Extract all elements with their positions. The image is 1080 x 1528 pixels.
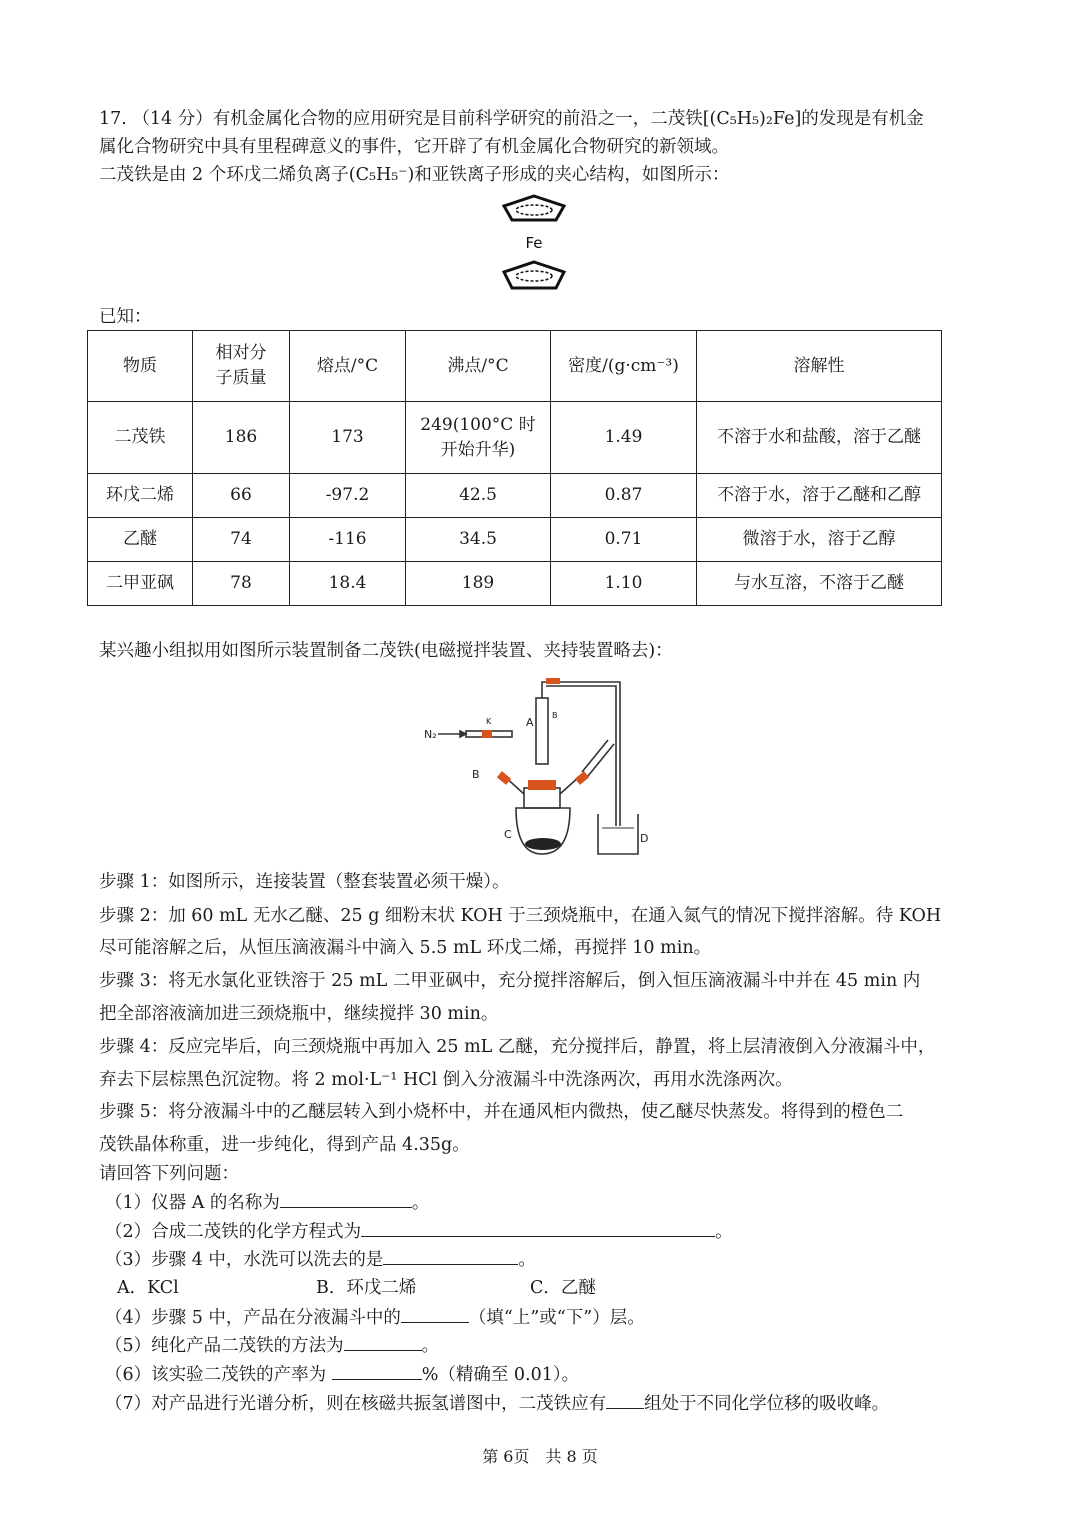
- label-n2: N₂: [424, 728, 437, 741]
- answer-blank-7[interactable]: [606, 1390, 644, 1409]
- page-footer: 第 6页 共 8 页: [482, 1447, 598, 1466]
- step-5-line-1: 步骤 5：将分液漏斗中的乙醚层转入到小烧杯中，并在通风柜内微热，使乙醚尽快蒸发。将得到的橙色二: [99, 1102, 904, 1122]
- step-4-line-2: 弃去下层棕黑色沉淀物。将 2 mol·L⁻¹ HCl 倒入分液漏斗中洗涤两次，再用水洗涤两次。: [99, 1070, 793, 1090]
- answer-blank-4[interactable]: [401, 1304, 469, 1323]
- question-5: （5）纯化产品二茂铁的方法为 。: [105, 1332, 439, 1359]
- questions-intro: 请回答下列问题：: [99, 1164, 239, 1184]
- bottom-cyclopentadienyl-ring: [504, 262, 564, 288]
- answer-blank-1[interactable]: [280, 1189, 412, 1208]
- step-4-line-1: 步骤 4：反应完毕后，向三颈烧瓶中再加入 25 mL 乙醚，充分搅拌后，静置，将上层清液倒入分液漏斗中，: [99, 1037, 936, 1057]
- question-3: （3）步骤 4 中，水洗可以洗去的是 。: [105, 1246, 536, 1273]
- table-row: 二茂铁 186 173 249(100°C 时 开始升华) 1.49 不溶于水和盐酸，溶于乙醚: [88, 402, 942, 474]
- answer-blank-5[interactable]: [344, 1332, 422, 1351]
- step-2-line-2: 尽可能溶解之后，从恒压滴液漏斗中滴入 5.5 mL 环戊二烯，再搅拌 10 min。: [99, 938, 712, 958]
- header-density: 密度/(g·cm⁻³): [551, 331, 697, 402]
- table-row: 乙醚 74 -116 34.5 0.71 微溶于水，溶于乙醇: [88, 518, 942, 562]
- header-solubility: 溶解性: [697, 331, 942, 402]
- question-6: （6）该实验二茂铁的产率为 %（精确至 0.01）。: [105, 1361, 579, 1388]
- question-1: （1）仪器 A 的名称为 。: [105, 1189, 429, 1216]
- answer-blank-6[interactable]: [332, 1361, 422, 1380]
- step-3-line-2: 把全部溶液滴加进三颈烧瓶中，继续搅拌 30 min。: [99, 1004, 499, 1024]
- option-a: A．KCl: [117, 1278, 179, 1298]
- option-b: B．环戊二烯: [316, 1278, 417, 1298]
- step-3-line-1: 步骤 3：将无水氯化亚铁溶于 25 mL 二甲亚砜中，充分搅拌溶解后，倒入恒压滴液漏斗中并在 45 min 内: [99, 971, 921, 991]
- answer-blank-2[interactable]: [361, 1218, 715, 1237]
- question-line-1: 17. （14 分）有机金属化合物的应用研究是目前科学研究的前沿之一，二茂铁[(C₅H₅)₂Fe]的发现是有机金: [99, 109, 924, 129]
- question-7: （7）对产品进行光谱分析，则在核磁共振氢谱图中，二茂铁应有 组处于不同化学位移的吸收峰。: [105, 1390, 889, 1417]
- question-line-2: 属化合物研究中具有里程碑意义的事件，它开辟了有机金属化合物研究的新领域。: [99, 137, 729, 157]
- header-substance: 物质: [88, 331, 193, 402]
- step-5-line-2: 茂铁晶体称重，进一步纯化，得到产品 4.35g。: [99, 1135, 470, 1155]
- apparatus-intro: 某兴趣小组拟用如图所示装置制备二茂铁(电磁搅拌装置、夹持装置略去)：: [99, 641, 673, 661]
- top-cyclopentadienyl-ring: [504, 196, 564, 220]
- header-molecular-mass: 相对分 子质量: [193, 331, 290, 402]
- step-1: 步骤 1：如图所示，连接装置（整套装置必须干燥）。: [99, 872, 510, 892]
- label-d: D: [640, 832, 649, 845]
- label-b: B: [472, 768, 480, 781]
- table-row: 二甲亚砜 78 18.4 189 1.10 与水互溶，不溶于乙醚: [88, 562, 942, 606]
- table-header-row: [88, 331, 942, 402]
- ferrocene-structure: [494, 190, 574, 300]
- label-a: A: [526, 716, 534, 729]
- label-c: C: [504, 828, 512, 841]
- answer-blank-3[interactable]: [383, 1246, 518, 1265]
- header-melting-point: 熔点/°C: [290, 331, 406, 402]
- table-row: 环戊二烯 66 -97.2 42.5 0.87 不溶于水，溶于乙醚和乙醇: [88, 474, 942, 518]
- label-b-small: B: [552, 711, 558, 720]
- header-boiling-point: 沸点/°C: [406, 331, 551, 402]
- label-k: K: [486, 717, 492, 726]
- question-4: （4）步骤 5 中，产品在分液漏斗中的 （填“上”或“下”）层。: [105, 1304, 645, 1331]
- known-label: 已知：: [99, 307, 152, 327]
- question-line-3: 二茂铁是由 2 个环戊二烯负离子(C₅H₅⁻)和亚铁离子形成的夹心结构，如图所示：: [99, 165, 730, 185]
- option-c: C．乙醚: [530, 1278, 596, 1298]
- properties-table: [87, 330, 942, 606]
- fe-label: Fe: [525, 234, 543, 252]
- step-2-line-1: 步骤 2：加 60 mL 无水乙醚、25 g 细粉末状 KOH 于三颈烧瓶中，在通入氮气的情况下搅拌溶解。待 KOH: [99, 906, 942, 926]
- question-2: （2）合成二茂铁的化学方程式为 。: [105, 1218, 733, 1245]
- apparatus-diagram: [420, 676, 660, 860]
